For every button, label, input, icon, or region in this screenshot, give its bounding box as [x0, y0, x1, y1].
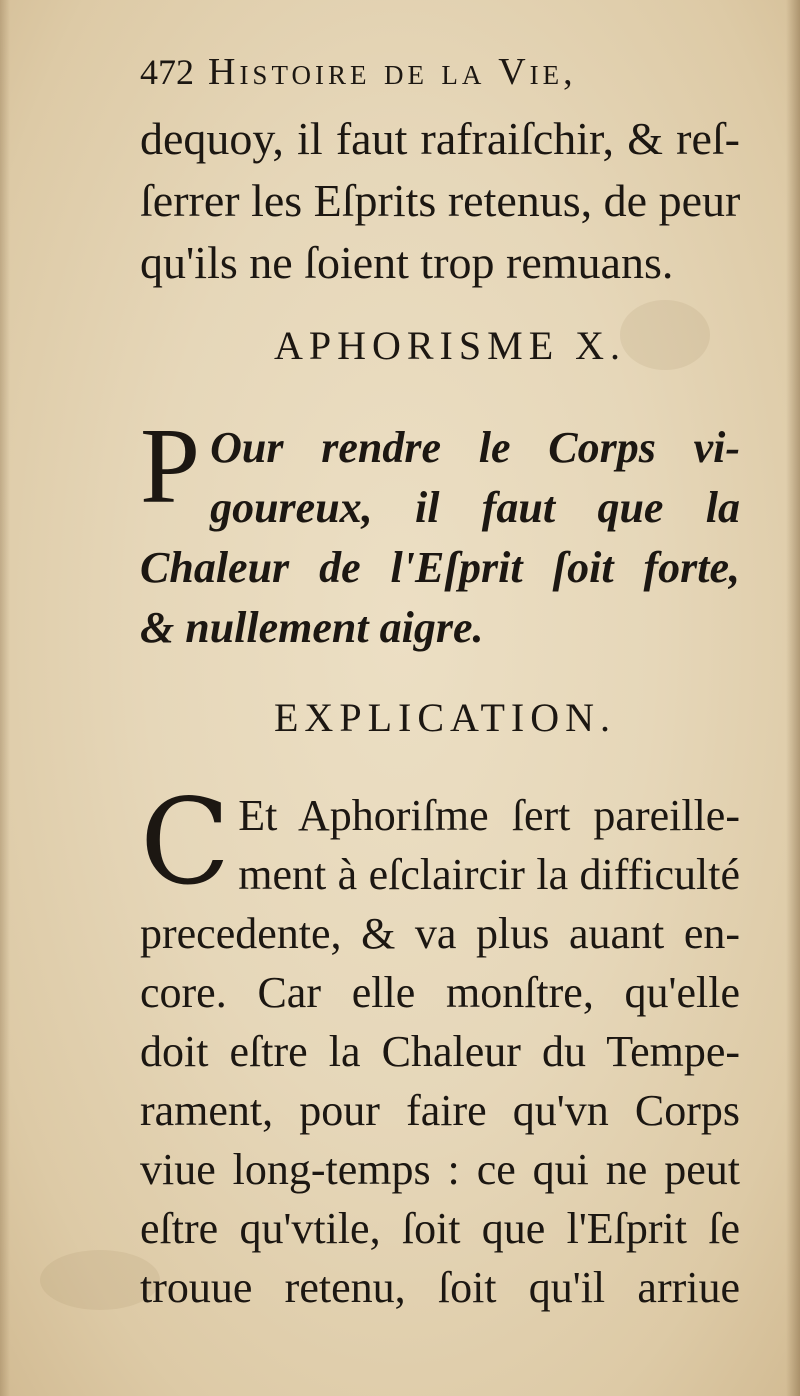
text-block — [140, 50, 740, 1317]
explication-line: core. Car elle monſtre, qu'elle — [140, 968, 740, 1017]
explication-line: Et Aphoriſme ſert pareille- — [238, 791, 740, 840]
text-line: ſerrer les Eſprits retenus, de peur — [140, 175, 741, 226]
running-title: Histoire de la Vie, — [208, 51, 577, 93]
explication-line: viue long-temps : ce qui ne peut — [140, 1145, 740, 1194]
aphorism-line: Chaleur de l'Eſprit ſoit forte, — [140, 543, 740, 592]
text-line: qu'ils ne ſoient trop remuans. — [140, 237, 674, 288]
aphorism-line: & nullement aigre. — [140, 603, 484, 652]
explication-line: precedente, & va plus auant en- — [140, 909, 740, 958]
page-number: 472 — [140, 52, 194, 92]
running-head — [140, 50, 740, 108]
aphorism-heading: APHORISME X. — [273, 323, 627, 368]
page-edge-shadow-left — [0, 0, 10, 1396]
text-line: dequoy, il faut rafraiſchir, & reſ- — [140, 113, 740, 164]
explication-heading: EXPLICATION. — [274, 695, 616, 740]
aphorism-text — [140, 407, 740, 658]
aphorism-dropcap: P — [140, 407, 201, 526]
explication-line: eſtre qu'vtile, ſoit que l'Eſprit ſe — [140, 1204, 740, 1253]
explication-line: trouue retenu, ſoit qu'il arriue — [140, 1263, 740, 1312]
explication-line: ment à eſclaircir la difficulté — [238, 850, 740, 899]
aphorism-line: goureux, il faut que la — [210, 483, 740, 532]
aphorism-line: Our rendre le Corps vi- — [210, 423, 740, 472]
explication-dropcap: C — [140, 773, 231, 911]
explication-text — [140, 773, 740, 1317]
page-edge-shadow-right — [786, 0, 800, 1396]
explication-line: rament, pour faire qu'vn Corps — [140, 1086, 740, 1135]
explication-line: doit eſtre la Chaleur du Tempe- — [140, 1027, 740, 1076]
